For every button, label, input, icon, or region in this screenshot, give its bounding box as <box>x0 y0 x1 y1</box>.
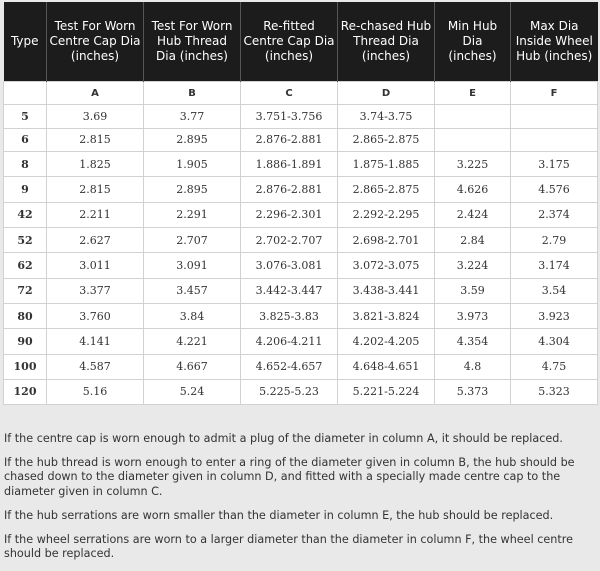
table-cell: 4.587 <box>47 354 144 379</box>
table-cell: 4.8 <box>435 354 511 379</box>
table-cell: 3.821-3.824 <box>338 303 435 328</box>
table-cell: 3.377 <box>47 278 144 303</box>
table-header-row <box>4 2 598 82</box>
table-cell <box>511 128 598 151</box>
table-cell: 3.457 <box>144 278 241 303</box>
letter-cell: A <box>47 82 144 105</box>
type-cell: 8 <box>4 152 47 177</box>
table-cell: 3.77 <box>144 105 241 128</box>
table-row <box>4 329 598 354</box>
table-row <box>4 202 598 227</box>
table-cell: 4.626 <box>435 177 511 202</box>
type-cell: 120 <box>4 379 47 404</box>
table-cell: 4.75 <box>511 354 598 379</box>
type-cell: 42 <box>4 202 47 227</box>
table-cell: 2.865-2.875 <box>338 128 435 151</box>
table-cell: 3.59 <box>435 278 511 303</box>
table-cell: 3.076-3.081 <box>241 253 338 278</box>
header-min-hub-dia: Min Hub Dia (inches) <box>435 2 511 82</box>
table-cell: 3.74-3.75 <box>338 105 435 128</box>
table-cell: 2.895 <box>144 128 241 151</box>
letter-cell: D <box>338 82 435 105</box>
type-cell: 6 <box>4 128 47 151</box>
table-cell: 2.865-2.875 <box>338 177 435 202</box>
table-cell: 2.291 <box>144 202 241 227</box>
header-max-dia-inside-hub: Max Dia Inside Wheel Hub (inches) <box>511 2 598 82</box>
type-cell: 9 <box>4 177 47 202</box>
table-cell: 5.373 <box>435 379 511 404</box>
table-cell: 4.206-4.211 <box>241 329 338 354</box>
table-cell: 2.707 <box>144 228 241 253</box>
header-rechased-hub-thread: Re-chased Hub Thread Dia (inches) <box>338 2 435 82</box>
table-row <box>4 354 598 379</box>
table-cell: 2.79 <box>511 228 598 253</box>
table-cell: 4.648-4.651 <box>338 354 435 379</box>
letter-cell <box>4 82 47 105</box>
table-cell: 4.304 <box>511 329 598 354</box>
table-cell: 4.667 <box>144 354 241 379</box>
table-row <box>4 228 598 253</box>
type-cell: 72 <box>4 278 47 303</box>
table-cell: 5.323 <box>511 379 598 404</box>
table-cell: 3.54 <box>511 278 598 303</box>
table-cell: 1.905 <box>144 152 241 177</box>
table-body <box>4 82 598 405</box>
table-row <box>4 253 598 278</box>
table-row <box>4 379 598 404</box>
table-cell: 3.011 <box>47 253 144 278</box>
table-cell: 3.174 <box>511 253 598 278</box>
table-cell: 3.825-3.83 <box>241 303 338 328</box>
table-row <box>4 177 598 202</box>
table-cell <box>511 105 598 128</box>
table-cell: 5.225-5.23 <box>241 379 338 404</box>
table-cell: 2.895 <box>144 177 241 202</box>
table-cell: 2.292-2.295 <box>338 202 435 227</box>
table-cell: 3.072-3.075 <box>338 253 435 278</box>
type-cell: 90 <box>4 329 47 354</box>
table-cell: 4.202-4.205 <box>338 329 435 354</box>
table-cell: 2.876-2.881 <box>241 128 338 151</box>
table-row <box>4 128 598 151</box>
table-cell: 1.875-1.885 <box>338 152 435 177</box>
type-cell: 100 <box>4 354 47 379</box>
table-cell: 1.825 <box>47 152 144 177</box>
table-cell: 4.354 <box>435 329 511 354</box>
table-row <box>4 105 598 128</box>
table-cell: 3.091 <box>144 253 241 278</box>
table-cell: 3.923 <box>511 303 598 328</box>
table-cell: 2.702-2.707 <box>241 228 338 253</box>
hub-spec-table <box>3 2 598 405</box>
table-cell: 3.438-3.441 <box>338 278 435 303</box>
notes-section <box>4 432 590 571</box>
table-cell: 2.627 <box>47 228 144 253</box>
table-row <box>4 152 598 177</box>
table-cell: 4.141 <box>47 329 144 354</box>
letter-cell: E <box>435 82 511 105</box>
type-cell: 52 <box>4 228 47 253</box>
table-cell: 2.374 <box>511 202 598 227</box>
table-cell: 2.296-2.301 <box>241 202 338 227</box>
table-row <box>4 278 598 303</box>
table-cell: 4.221 <box>144 329 241 354</box>
letter-cell: C <box>241 82 338 105</box>
header-worn-centre-cap: Test For Worn Centre Cap Dia (inches) <box>47 2 144 82</box>
table-cell: 5.221-5.224 <box>338 379 435 404</box>
column-letter-row <box>4 82 598 105</box>
table-cell: 3.224 <box>435 253 511 278</box>
table-cell: 1.886-1.891 <box>241 152 338 177</box>
type-cell: 5 <box>4 105 47 128</box>
table-cell: 5.16 <box>47 379 144 404</box>
table-cell: 4.652-4.657 <box>241 354 338 379</box>
note-column-e: If the hub serrations are worn smaller than the diameter in column E, the hub should be replaced. <box>4 508 554 522</box>
note-column-a: If the centre cap is worn enough to admit a plug of the diameter in column A, it should be replaced. <box>4 432 563 445</box>
header-refitted-centre-cap: Re-fitted Centre Cap Dia (inches) <box>241 2 338 82</box>
note-column-b: If the hub thread is worn enough to enter a ring of the diameter given in column B, the hub should be chased down to the diameter given in column D, and fitted with a specially made centre cap to the diameter given in column C. <box>4 456 575 498</box>
table-cell: 3.84 <box>144 303 241 328</box>
table-cell: 3.225 <box>435 152 511 177</box>
table-cell: 2.815 <box>47 128 144 151</box>
table-cell: 3.175 <box>511 152 598 177</box>
table-cell: 2.698-2.701 <box>338 228 435 253</box>
table-cell <box>435 105 511 128</box>
table-cell: 3.69 <box>47 105 144 128</box>
letter-cell: B <box>144 82 241 105</box>
table-cell: 3.751-3.756 <box>241 105 338 128</box>
table-cell: 2.84 <box>435 228 511 253</box>
table-cell: 5.24 <box>144 379 241 404</box>
table-cell: 2.876-2.881 <box>241 177 338 202</box>
table-cell: 2.815 <box>47 177 144 202</box>
table-cell: 3.442-3.447 <box>241 278 338 303</box>
type-cell: 80 <box>4 303 47 328</box>
type-cell: 62 <box>4 253 47 278</box>
table-cell: 2.424 <box>435 202 511 227</box>
table-cell: 2.211 <box>47 202 144 227</box>
table-cell: 4.576 <box>511 177 598 202</box>
letter-cell: F <box>511 82 598 105</box>
header-type: Type <box>4 2 47 82</box>
header-worn-hub-thread: Test For Worn Hub Thread Dia (inches) <box>144 2 241 82</box>
table-cell: 3.760 <box>47 303 144 328</box>
table-row <box>4 303 598 328</box>
table-cell <box>435 128 511 151</box>
table-cell: 3.973 <box>435 303 511 328</box>
note-column-f: If the wheel serrations are worn to a larger diameter than the diameter in column F, the wheel centre should be replaced. <box>4 533 573 561</box>
